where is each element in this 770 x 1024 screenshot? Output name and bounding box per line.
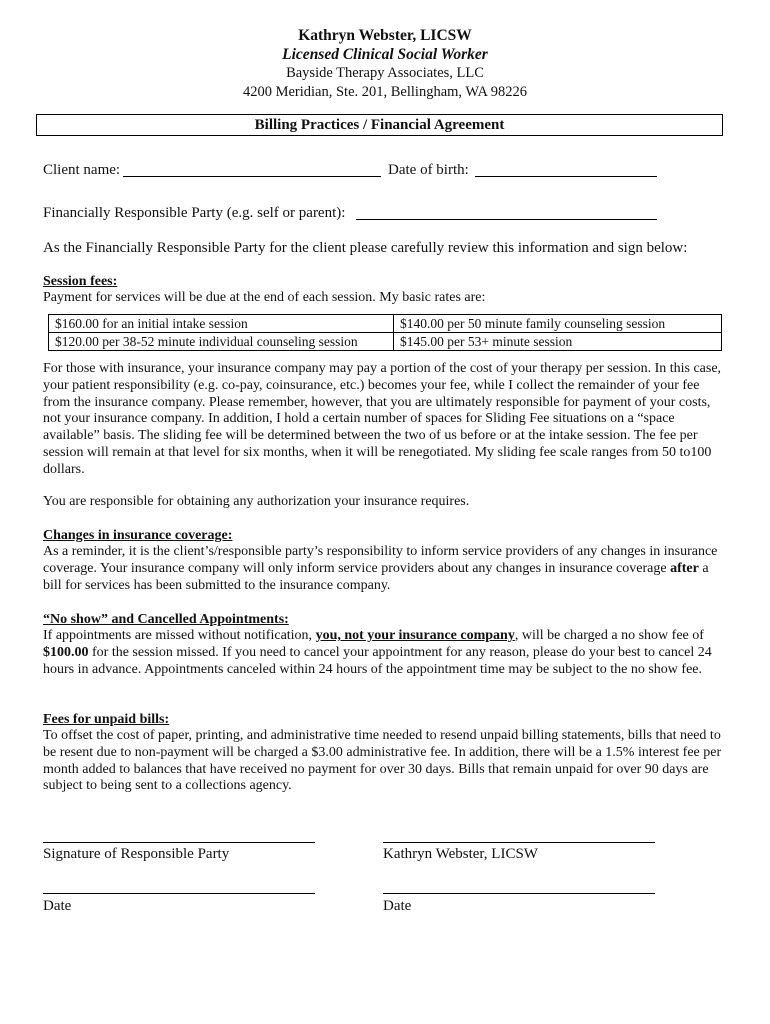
organization-address: 4200 Meridian, Ste. 201, Bellingham, WA 98226 bbox=[242, 84, 528, 100]
client-name-field[interactable] bbox=[123, 176, 381, 177]
rates-table bbox=[48, 314, 722, 351]
letterhead bbox=[0, 26, 770, 102]
table-row bbox=[49, 333, 722, 351]
rate-cell: $140.00 per 50 minute family counseling session bbox=[394, 315, 722, 333]
clinician-name: Kathryn Webster, LICSW bbox=[298, 27, 472, 44]
no-show-paragraph: If appointments are missed without notification, you, not your insurance company, will be charged a no show fee of $100.00 for the session missed. If you need to cancel your appointment for any reason, please do your best to cancel 24 hours in advance. Appointments canceled within 24 hours of the appointment time may be subject to the no show fee. bbox=[43, 628, 712, 677]
rate-cell: $145.00 per 53+ minute session bbox=[394, 333, 722, 351]
clinician-date-line[interactable] bbox=[383, 893, 655, 894]
session-fees-lead: Payment for services will be due at the end of each session. My basic rates are: bbox=[43, 290, 486, 305]
organization-name: Bayside Therapy Associates, LLC bbox=[286, 65, 484, 81]
document-title: Billing Practices / Financial Agreement bbox=[36, 114, 723, 136]
authorization-paragraph: You are responsible for obtaining any authorization your insurance requires. bbox=[43, 494, 470, 509]
responsible-date-line[interactable] bbox=[43, 893, 315, 894]
responsible-party-label: Financially Responsible Party (e.g. self or parent): bbox=[43, 205, 346, 221]
clinician-signature-line[interactable] bbox=[383, 842, 655, 843]
responsible-signature-label: Signature of Responsible Party bbox=[43, 846, 230, 862]
responsible-date-label: Date bbox=[43, 898, 72, 914]
intro-text: As the Financially Responsible Party for the client please carefully review this information and sign below: bbox=[43, 240, 688, 256]
rate-cell: $160.00 for an initial intake session bbox=[49, 315, 394, 333]
insurance-changes-heading: Changes in insurance coverage: bbox=[43, 528, 233, 543]
clinician-role: Licensed Clinical Social Worker bbox=[282, 46, 488, 63]
dob-label: Date of birth: bbox=[388, 162, 469, 178]
responsible-party-field[interactable] bbox=[356, 219, 657, 220]
rate-cell: $120.00 per 38-52 minute individual counseling session bbox=[49, 333, 394, 351]
client-name-label: Client name: bbox=[43, 162, 121, 178]
dob-field[interactable] bbox=[475, 176, 657, 177]
responsible-signature-line[interactable] bbox=[43, 842, 315, 843]
unpaid-heading: Fees for unpaid bills: bbox=[43, 712, 170, 727]
insurance-paragraph: For those with insurance, your insurance company may pay a portion of the cost of your therapy per session. In this case, your patient responsibility (e.g. co-pay, coinsurance, etc.) becomes your fee, while I collect the remainder of your fee from the insurance company. Please remember, however, that you are ultimately responsible for payment of your costs, not your insurance company. In addition, I hold a certain number of spaces for Sliding Fee situations on a “space available” basis. The sliding fee will be determined between the two of us before or at the intake session. The fee per session will remain at that level for six months, when it will be renegotiated. My sliding fee scale ranges from 50 to100 dollars. bbox=[43, 361, 722, 477]
clinician-date-label: Date bbox=[383, 898, 412, 914]
clinician-signature-label: Kathryn Webster, LICSW bbox=[383, 846, 538, 862]
session-fees-heading: Session fees: bbox=[43, 274, 118, 289]
insurance-changes-paragraph: As a reminder, it is the client’s/responsible party’s responsibility to inform service providers of any changes in insurance coverage. Your insurance company will only inform service providers about any changes in insurance coverage after a bill for services has been submitted to the insurance company. bbox=[43, 544, 718, 593]
table-row bbox=[49, 315, 722, 333]
no-show-heading: “No show” and Cancelled Appointments: bbox=[43, 612, 289, 627]
unpaid-paragraph: To offset the cost of paper, printing, and administrative time needed to resend unpaid billing statements, bills that need to be resent due to non-payment will be charged a $3.00 administrative fee. In addition, there will be a 1.5% interest fee per month added to balances that have received no payment for over 30 days. Bills that remain unpaid for over 90 days are subject to being sent to a collections agency. bbox=[43, 728, 722, 794]
